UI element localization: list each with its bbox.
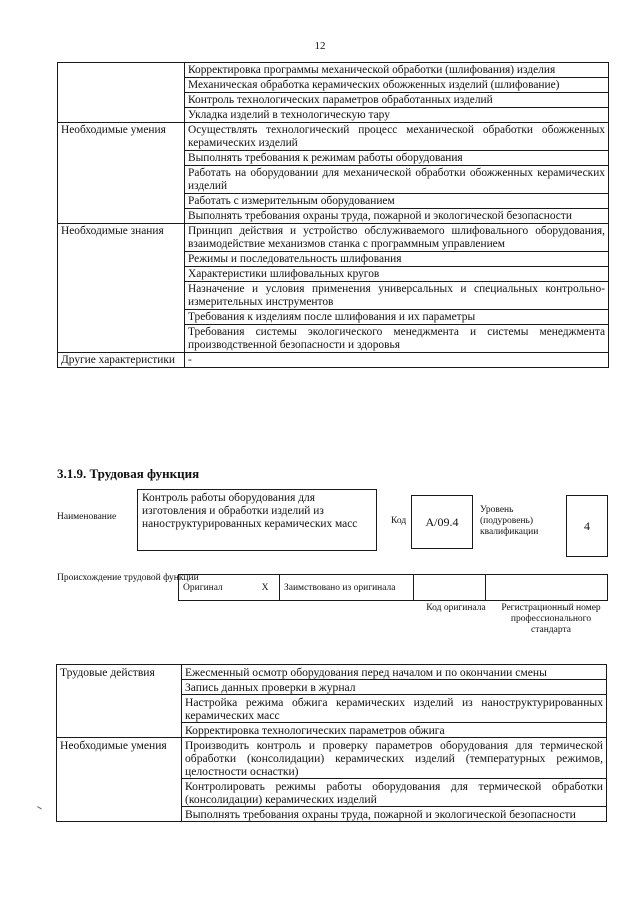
- section-title: 3.1.9. Трудовая функция: [57, 466, 200, 481]
- code-value: A/09.4: [411, 495, 473, 549]
- table-cell: Требования к изделиям после шлифования и их параметры: [185, 310, 609, 325]
- reg-number-cell: [486, 575, 608, 601]
- reg-number-caption: Регистрационный номер профессионального стандарта: [501, 603, 601, 635]
- skills-knowledge-table: [57, 62, 609, 368]
- table-cell: Контроль технологических параметров обработанных изделий: [185, 93, 609, 108]
- labor-actions-table: [56, 664, 607, 822]
- table-cell: Выполнять требования к режимам работы оборудования: [185, 151, 609, 166]
- row-label: Необходимые умения: [58, 123, 185, 224]
- table-cell: Ежесменный осмотр оборудования перед началом и по окончании смены: [182, 665, 607, 680]
- table-cell: Назначение и условия применения универсальных и специальных контрольно-измерительных инструментов: [185, 282, 609, 310]
- table-cell: Характеристики шлифовальных кругов: [185, 267, 609, 282]
- level-value: 4: [566, 495, 608, 557]
- name-label: Наименование: [57, 512, 117, 522]
- function-name: Контроль работы оборудования для изготовления и обработки изделий из наноструктурированных керамических масс: [137, 489, 377, 551]
- table-cell: Корректировка программы механической обработки (шлифования) изделия: [185, 63, 609, 78]
- table-row: [58, 123, 609, 151]
- table-row: [58, 224, 609, 252]
- margin-mark: [35, 806, 42, 813]
- table-row: [58, 63, 609, 78]
- table-row: [57, 738, 607, 779]
- code-original-caption: Код оригинала: [426, 603, 486, 613]
- table-cell: Контролировать режимы работы оборудования для термической обработки (консолидации) керамических изделий: [182, 779, 607, 807]
- row-label: Другие характеристики: [58, 353, 185, 368]
- original-mark: X: [251, 575, 280, 601]
- table-cell: -: [185, 353, 609, 368]
- table-cell: Корректировка технологических параметров обжига: [182, 723, 607, 738]
- table-cell: Принцип действия и устройство обслуживаемого шлифовального оборудования, взаимодействие механизмов станка с программным управлением: [185, 224, 609, 252]
- code-original-cell: [414, 575, 486, 601]
- row-label: Трудовые действия: [57, 665, 182, 738]
- table-cell: Выполнять требования охраны труда, пожарной и экологической безопасности: [182, 807, 607, 822]
- table-cell: Механическая обработка керамических обожженных изделий (шлифование): [185, 78, 609, 93]
- origin-label: Происхождение трудовой функции: [57, 573, 199, 583]
- row-label: [58, 63, 185, 123]
- table-cell: Режимы и последовательность шлифования: [185, 252, 609, 267]
- page-number: 12: [314, 40, 326, 52]
- table-cell: Требования системы экологического менеджмента и системы менеджмента производственной безопасности и здоровья: [185, 325, 609, 353]
- borrowed-label: Заимствовано из оригинала: [280, 575, 414, 601]
- level-label: Уровень (подуровень) квалификации: [480, 505, 539, 537]
- code-label: Код: [391, 516, 407, 526]
- original-label: Оригинал: [179, 575, 252, 601]
- table-row: [57, 665, 607, 680]
- table-row: [58, 353, 609, 368]
- table-row: [179, 575, 608, 601]
- table-cell: Настройка режима обжига керамических изделий из наноструктурированных керамических масс: [182, 695, 607, 723]
- table-cell: Укладка изделий в технологическую тару: [185, 108, 609, 123]
- table-cell: Запись данных проверки в журнал: [182, 680, 607, 695]
- table-cell: Выполнять требования охраны труда, пожарной и экологической безопасности: [185, 209, 609, 224]
- table-cell: Работать с измерительным оборудованием: [185, 194, 609, 209]
- table-cell: Осуществлять технологический процесс механической обработки обожженных керамических изделий: [185, 123, 609, 151]
- row-label: Необходимые умения: [57, 738, 182, 822]
- origin-table: [178, 574, 608, 601]
- row-label: Необходимые знания: [58, 224, 185, 353]
- table-cell: Производить контроль и проверку параметров оборудования для термической обработки (консолидации) керамических изделий (температурных режимов, целостности оснастки): [182, 738, 607, 779]
- table-cell: Работать на оборудовании для механической обработки обожженных керамических изделий: [185, 166, 609, 194]
